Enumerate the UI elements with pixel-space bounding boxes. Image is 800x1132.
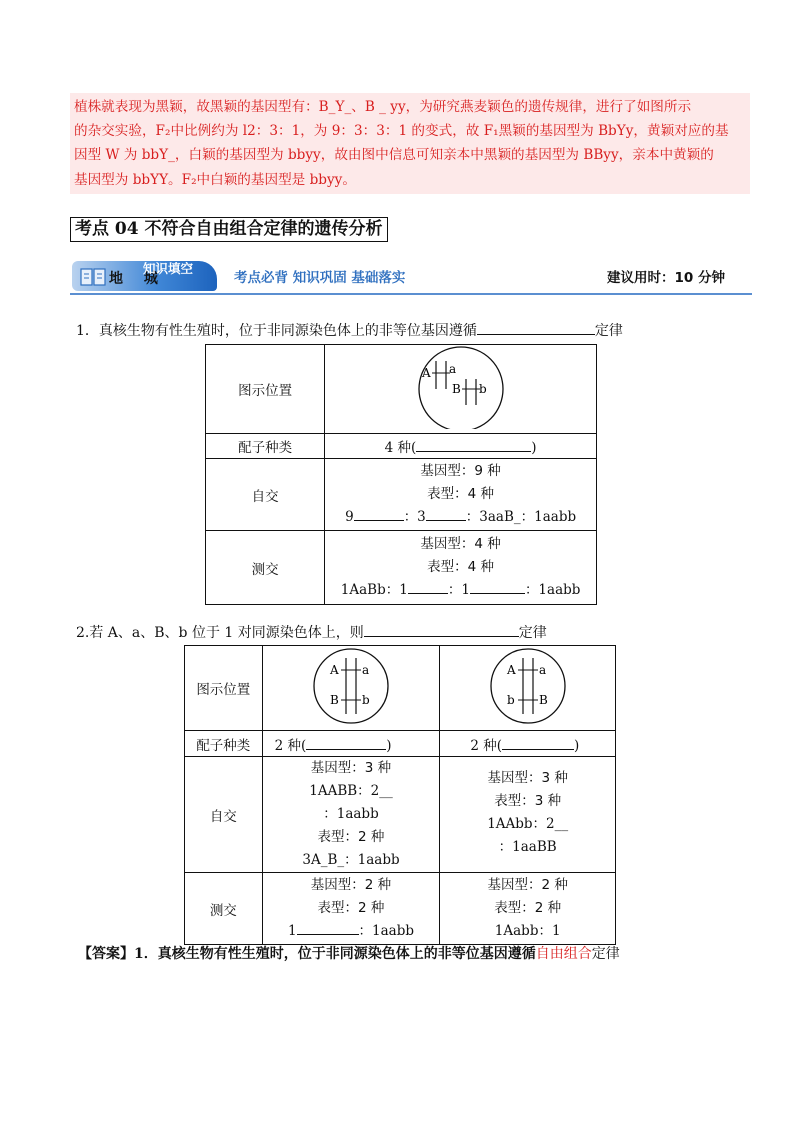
diagram-label: B [451, 382, 461, 396]
question-1 [76, 320, 623, 341]
banner-subtitle: 考点必背 知识巩固 基础落实 [234, 270, 406, 286]
book-icon [80, 268, 106, 286]
q1-table [205, 344, 597, 605]
q2-table [184, 645, 616, 945]
banner-left-label: 地 城 [109, 271, 166, 287]
gametes-blank[interactable] [416, 437, 531, 452]
answer-tag: 【答案】 [78, 946, 134, 962]
svg-text:A: A [506, 663, 516, 677]
cell-diagram-linked-AB [301, 646, 401, 726]
q2-row-label: 图示位置 [185, 646, 263, 731]
q2-left-testcross: 基因型：2 种 表型：2 种 1 ：1aabb [262, 873, 440, 945]
gametes-blank[interactable] [502, 735, 574, 750]
q2-right-selfcross: 基因型：3 种 表型：3 种 1AAbb：2__ ：1aaBB [440, 757, 616, 873]
banner-divider [70, 293, 752, 295]
q2-right-testcross: 基因型：2 种 表型：2 种 1Aabb：1 [440, 873, 616, 945]
question-1-prefix: 1．真核生物有性生殖时，位于非同源染色体上的非等位基因遵循 [76, 323, 477, 339]
q1-row-label: 自交 [206, 459, 325, 531]
q2-left-selfcross: 基因型：3 种 1AABB：2__ ：1aabb 表型：2 种 3A_B_：1aabb [262, 757, 440, 873]
answer-end: 定律 [591, 946, 620, 962]
answer-highlight: 自由组合 [535, 946, 592, 962]
question-2-suffix: 定律 [518, 625, 547, 641]
ratio-blank[interactable] [297, 920, 359, 935]
diagram-label: A [421, 366, 431, 380]
svg-text:A: A [330, 663, 339, 677]
explanation-line: 植株就表现为黑颖，故黑颖的基因型有：B_Y_、B _ yy，为研究燕麦颖色的遗传规律，进行了如图所示 [74, 99, 692, 115]
svg-text:a: a [538, 663, 546, 677]
explanation-paragraph [70, 93, 750, 194]
q2-left-diagram-cell [262, 646, 440, 731]
ratio-blank[interactable] [408, 579, 448, 594]
section-title: 考点 04 不符合自由组合定律的遗传分析 [70, 217, 388, 242]
ratio-blank[interactable] [426, 506, 466, 521]
question-2-prefix: 2.若 A、a、B、b 位于 1 对同源染色体上，则 [76, 625, 364, 641]
q1-gametes-cell: 4 种( ) [325, 434, 597, 459]
question-2-blank[interactable] [364, 622, 519, 637]
explanation-line: 的杂交实验，F₂中比例约为 l2：3：1，为 9：3：3：1 的变式，故 F₁黑颖的基因型为 BbYy，黄颖对应的基 [74, 123, 729, 140]
q2-right-gametes: 2 种( ) [440, 731, 616, 757]
explanation-line: 因型 W 为 bbY_，白颖的基因型为 bbyy，故由图中信息可知亲本中黑颖的基因型为 BByy，亲本中黄颖的 [74, 147, 714, 164]
gametes-blank[interactable] [306, 735, 386, 750]
q2-right-diagram-cell [440, 646, 616, 731]
q1-row-label: 图示位置 [206, 345, 325, 434]
q1-diagram-cell [325, 345, 597, 434]
explanation-line: 基因型为 bbYY。F₂中白颖的基因型是 bbyy。 [74, 171, 356, 188]
diagram-label: b [478, 382, 487, 396]
cell-diagram-nonhomologous [391, 345, 531, 429]
question-1-suffix: 定律 [594, 323, 623, 339]
q1-row-label: 配子种类 [206, 434, 325, 459]
cell-diagram-linked-Ab [478, 646, 578, 726]
svg-text:b: b [506, 693, 515, 707]
suggested-time: 建议用时：10 分钟 [607, 270, 725, 286]
diagram-label: a [448, 362, 456, 376]
q1-row-label: 测交 [206, 531, 325, 605]
q2-row-label: 配子种类 [185, 731, 263, 757]
q1-selfcross-cell: 基因型：9 种 表型：4 种 9 ：3 ：3aaB_：1aabb [325, 459, 597, 531]
question-2 [76, 622, 547, 643]
svg-text:a: a [362, 663, 370, 677]
question-1-blank[interactable] [477, 320, 595, 335]
banner-tag: 知识填空 [143, 261, 194, 276]
svg-text:B: B [330, 693, 339, 707]
svg-text:B: B [538, 693, 548, 707]
q2-left-gametes: 2 种( ) [262, 731, 440, 757]
answer-line [78, 943, 620, 963]
ratio-blank[interactable] [470, 579, 525, 594]
q1-testcross-cell: 基因型：4 种 表型：4 种 1AaBb：1 ：1 ：1aabb [325, 531, 597, 605]
ratio-blank[interactable] [354, 506, 404, 521]
q2-row-label: 自交 [185, 757, 263, 873]
answer-text: 1．真核生物有性生殖时，位于非同源染色体上的非等位基因遵循 [134, 946, 536, 962]
svg-text:b: b [362, 693, 370, 707]
q2-row-label: 测交 [185, 873, 263, 945]
